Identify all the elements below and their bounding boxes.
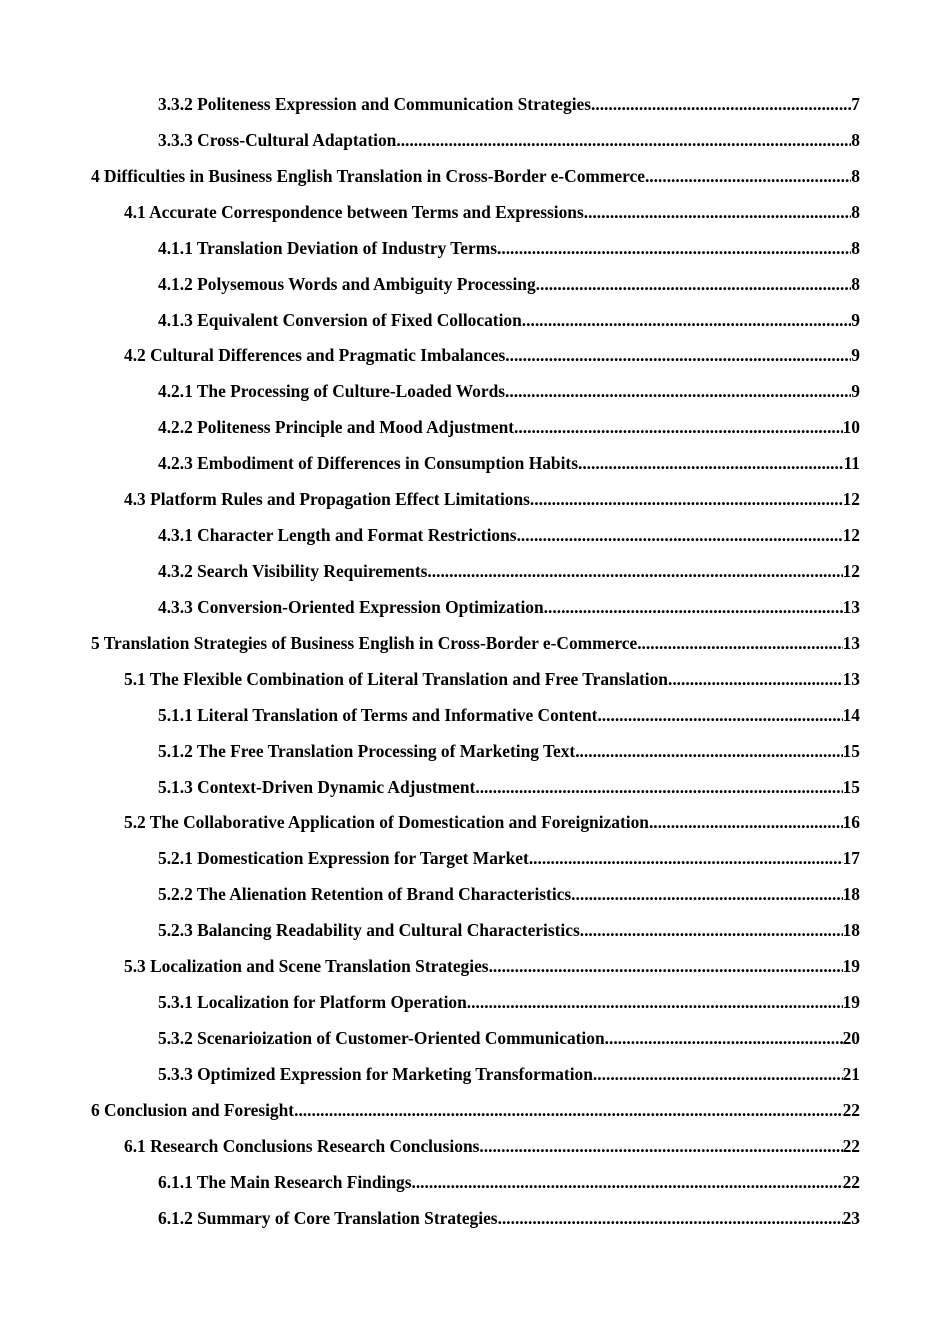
- toc-entry-title: 4.1 Accurate Correspondence between Terms and Expressions: [124, 201, 584, 222]
- toc-entry-line: [91, 1097, 860, 1123]
- toc-entry[interactable]: [0, 378, 950, 414]
- toc-entry-line: [158, 414, 860, 440]
- toc-entry-title: 5.3.1 Localization for Platform Operation: [158, 992, 467, 1013]
- toc-entry[interactable]: [0, 594, 950, 630]
- toc-entry[interactable]: [0, 881, 950, 917]
- toc-entry[interactable]: [0, 1169, 950, 1205]
- toc-entry[interactable]: [0, 1205, 950, 1241]
- toc-entry-line: [158, 881, 860, 907]
- toc-entry-page-number: 7: [851, 94, 860, 114]
- toc-entry-line: [124, 809, 860, 835]
- toc-entry-page-number: 8: [851, 237, 860, 258]
- toc-entry-title: 3.3.3 Cross-Cultural Adaptation: [158, 129, 397, 150]
- toc-entry-title: 5.1.2 The Free Translation Processing of Marketing Text: [158, 740, 576, 761]
- toc-entry-page-number: 22: [842, 1099, 860, 1120]
- toc-entry-line: [124, 1133, 860, 1159]
- toc-entry-page-number: 19: [842, 956, 860, 977]
- toc-entry-page-number: 16: [842, 812, 860, 833]
- dot-leader: [479, 1133, 842, 1159]
- toc-entry-page-number: 18: [842, 884, 860, 905]
- table-of-contents: [0, 91, 950, 1241]
- dot-leader: [505, 342, 851, 368]
- toc-entry-line: [158, 127, 860, 153]
- toc-entry-line: [124, 199, 860, 225]
- toc-entry-title: 5.2.2 The Alienation Retention of Brand Characteristics: [158, 884, 572, 905]
- dot-leader: [578, 450, 844, 476]
- toc-entry-page-number: 13: [842, 632, 860, 653]
- toc-entry-line: [158, 702, 860, 728]
- toc-entry-title: 5.3 Localization and Scene Translation Strategies: [124, 956, 489, 977]
- toc-entry[interactable]: [0, 845, 950, 881]
- toc-entry-page-number: 13: [842, 668, 860, 689]
- toc-entry-title: 6.1.1 The Main Research Findings: [158, 1171, 412, 1192]
- dot-leader: [591, 91, 851, 117]
- toc-entry-line: [158, 845, 860, 871]
- dot-leader: [411, 1169, 842, 1195]
- toc-entry-page-number: 23: [842, 1207, 860, 1228]
- dot-leader: [605, 1025, 843, 1051]
- toc-entry-title: 4.1.3 Equivalent Conversion of Fixed Collocation: [158, 309, 522, 330]
- toc-entry-line: [124, 953, 860, 979]
- toc-entry-line: [158, 989, 860, 1015]
- toc-entry-page-number: 15: [842, 740, 860, 761]
- toc-entry-line: [158, 378, 860, 404]
- toc-entry[interactable]: [0, 414, 950, 450]
- toc-entry-page-number: 8: [851, 129, 860, 150]
- toc-entry-title: 4.1.2 Polysemous Words and Ambiguity Processing: [158, 273, 536, 294]
- toc-entry[interactable]: [0, 163, 950, 199]
- dot-leader: [575, 738, 842, 764]
- toc-entry[interactable]: [0, 630, 950, 666]
- toc-entry-title: 4.3.3 Conversion-Oriented Expression Optimization: [158, 596, 544, 617]
- toc-entry-line: [158, 307, 860, 333]
- toc-entry-title: 6 Conclusion and Foresight: [91, 1099, 295, 1120]
- toc-entry-line: [124, 666, 860, 692]
- toc-entry-line: [158, 774, 860, 800]
- toc-entry[interactable]: [0, 342, 950, 378]
- toc-entry[interactable]: [0, 235, 950, 271]
- dot-leader: [597, 702, 842, 728]
- toc-entry-page-number: 20: [842, 1027, 860, 1048]
- toc-entry-page-number: 18: [842, 920, 860, 941]
- dot-leader: [522, 307, 852, 333]
- toc-entry-page-number: 12: [842, 525, 860, 546]
- toc-entry-line: [158, 1205, 860, 1231]
- dot-leader: [497, 235, 851, 261]
- toc-entry-line: [91, 630, 860, 656]
- dot-leader: [427, 558, 842, 584]
- dot-leader: [645, 163, 851, 189]
- toc-entry-title: 3.3.2 Politeness Expression and Communication Strategies: [158, 94, 592, 114]
- toc-entry-title: 5.1 The Flexible Combination of Literal Translation and Free Translation: [124, 668, 668, 689]
- toc-entry[interactable]: [0, 989, 950, 1025]
- toc-entry-title: 5.1.3 Context-Driven Dynamic Adjustment: [158, 776, 476, 797]
- toc-entry-page-number: 21: [842, 1063, 860, 1084]
- toc-entry[interactable]: [0, 91, 950, 127]
- toc-entry-title: 4.2.2 Politeness Principle and Mood Adjustment: [158, 417, 515, 438]
- toc-entry-title: 5.2.1 Domestication Expression for Target Market: [158, 848, 529, 869]
- dot-leader: [467, 989, 843, 1015]
- toc-entry[interactable]: [0, 307, 950, 343]
- toc-entry-line: [124, 486, 860, 512]
- toc-entry-page-number: 11: [843, 453, 860, 474]
- dot-leader: [571, 881, 842, 907]
- toc-entry-page-number: 9: [851, 309, 860, 330]
- toc-entry-title: 6.1.2 Summary of Core Translation Strategies: [158, 1207, 498, 1228]
- toc-entry-line: [158, 917, 860, 943]
- dot-leader: [580, 917, 843, 943]
- dot-leader: [529, 845, 843, 871]
- dot-leader: [530, 486, 843, 512]
- toc-entry-page-number: 12: [842, 489, 860, 510]
- toc-entry[interactable]: [0, 486, 950, 522]
- toc-entry-title: 5.3.3 Optimized Expression for Marketing Transformation: [158, 1063, 593, 1084]
- toc-entry-line: [158, 594, 860, 620]
- toc-entry-line: [158, 558, 860, 584]
- toc-entry[interactable]: [0, 199, 950, 235]
- toc-entry[interactable]: [0, 953, 950, 989]
- toc-entry-title: 6.1 Research Conclusions Research Conclusions: [124, 1135, 480, 1156]
- toc-entry-page-number: 8: [851, 201, 860, 222]
- toc-entry[interactable]: [0, 917, 950, 953]
- toc-entry-title: 5.1.1 Literal Translation of Terms and Informative Content: [158, 704, 598, 725]
- toc-entry-title: 4.2.3 Embodiment of Differences in Consumption Habits: [158, 453, 578, 474]
- toc-entry-page-number: 10: [842, 417, 860, 438]
- toc-entry[interactable]: [0, 666, 950, 702]
- toc-entry-page-number: 13: [842, 596, 860, 617]
- toc-entry[interactable]: [0, 1097, 950, 1133]
- toc-entry[interactable]: [0, 127, 950, 163]
- toc-entry[interactable]: [0, 522, 950, 558]
- toc-entry-title: 4.1.1 Translation Deviation of Industry Terms: [158, 237, 497, 258]
- dot-leader: [584, 199, 852, 225]
- toc-entry-title: 5.2.3 Balancing Readability and Cultural Characteristics: [158, 920, 580, 941]
- toc-entry-page-number: 8: [851, 165, 860, 186]
- dot-leader: [544, 594, 843, 620]
- toc-entry-title: 5.2 The Collaborative Application of Domestication and Foreignization: [124, 812, 649, 833]
- dot-leader: [475, 774, 842, 800]
- dot-leader: [536, 271, 852, 297]
- toc-entry[interactable]: [0, 738, 950, 774]
- dot-leader: [294, 1097, 843, 1123]
- toc-entry-page-number: 9: [851, 381, 860, 402]
- toc-entry-title: 5.3.2 Scenarioization of Customer-Oriented Communication: [158, 1027, 605, 1048]
- toc-entry-page-number: 8: [851, 273, 860, 294]
- toc-entry-line: [158, 522, 860, 548]
- dot-leader: [668, 666, 843, 692]
- dot-leader: [498, 1205, 843, 1231]
- toc-entry-title: 4.3 Platform Rules and Propagation Effect Limitations: [124, 489, 530, 510]
- dot-leader: [505, 378, 851, 404]
- toc-entry-page-number: 9: [851, 345, 860, 366]
- toc-entry[interactable]: [0, 558, 950, 594]
- dot-leader: [396, 127, 851, 153]
- toc-entry-line: [158, 1025, 860, 1051]
- toc-entry-page-number: 15: [842, 776, 860, 797]
- toc-entry-page-number: 22: [842, 1171, 860, 1192]
- toc-entry[interactable]: [0, 1025, 950, 1061]
- dot-leader: [593, 1061, 843, 1087]
- toc-entry-title: 4.2.1 The Processing of Culture-Loaded Words: [158, 381, 506, 402]
- toc-entry-title: 4.2 Cultural Differences and Pragmatic Imbalances: [124, 345, 506, 366]
- toc-entry-line: [158, 738, 860, 764]
- toc-entry[interactable]: [0, 774, 950, 810]
- toc-entry-line: [158, 1169, 860, 1195]
- dot-leader: [649, 809, 843, 835]
- dot-leader: [514, 414, 843, 440]
- toc-entry[interactable]: [0, 702, 950, 738]
- toc-entry-line: [158, 1061, 860, 1087]
- toc-entry-line: [158, 271, 860, 297]
- toc-entry-title: 4.3.1 Character Length and Format Restrictions: [158, 525, 517, 546]
- toc-entry[interactable]: [0, 1133, 950, 1169]
- toc-entry-page-number: 17: [842, 848, 860, 869]
- dot-leader: [637, 630, 842, 656]
- toc-entry-page-number: 14: [842, 704, 860, 725]
- toc-entry[interactable]: [0, 271, 950, 307]
- toc-entry[interactable]: [0, 809, 950, 845]
- toc-entry-page-number: 12: [842, 560, 860, 581]
- toc-entry-title: 4 Difficulties in Business English Translation in Cross-Border e-Commerce: [91, 165, 645, 186]
- toc-entry-page-number: 19: [842, 992, 860, 1013]
- dot-leader: [489, 953, 843, 979]
- toc-entry-title: 5 Translation Strategies of Business English in Cross-Border e-Commerce: [91, 632, 638, 653]
- toc-entry-page-number: 22: [842, 1135, 860, 1156]
- toc-entry-line: [91, 163, 860, 189]
- toc-entry-line: [158, 91, 860, 117]
- toc-entry-line: [158, 235, 860, 261]
- dot-leader: [517, 522, 843, 548]
- toc-entry[interactable]: [0, 450, 950, 486]
- toc-entry-line: [124, 342, 860, 368]
- toc-entry-line: [158, 450, 860, 476]
- toc-entry[interactable]: [0, 1061, 950, 1097]
- toc-entry-title: 4.3.2 Search Visibility Requirements: [158, 560, 428, 581]
